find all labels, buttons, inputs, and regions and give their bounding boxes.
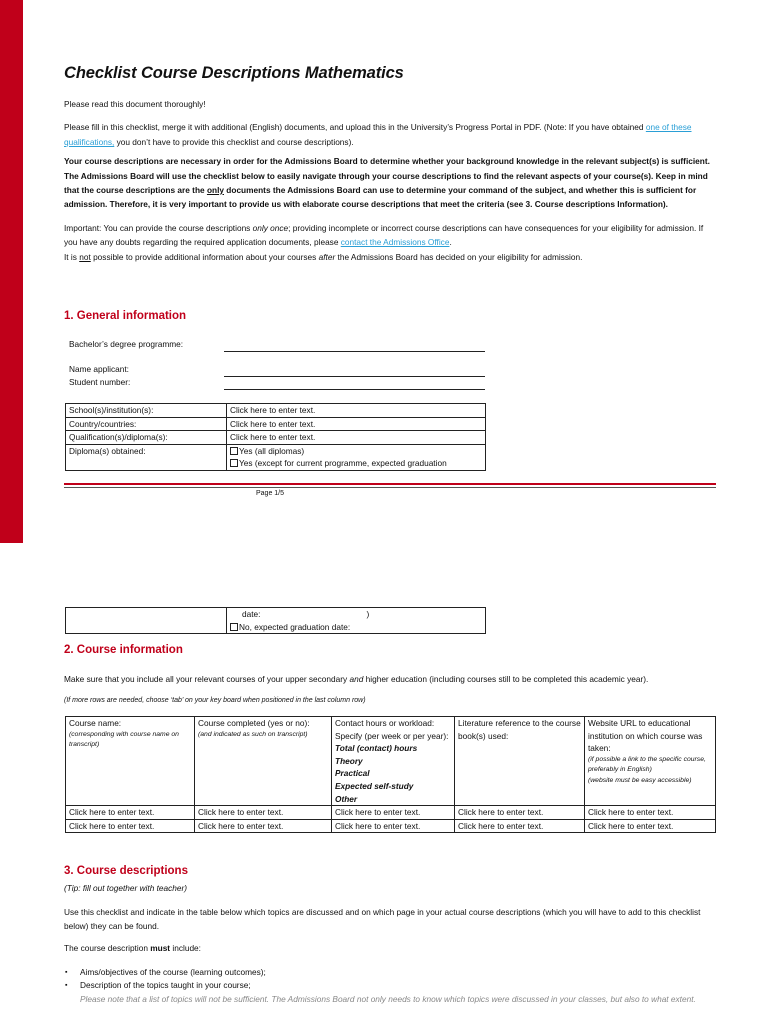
contact-hours-field[interactable]: Click here to enter text. xyxy=(332,806,455,820)
name-label: Name applicant: xyxy=(69,364,129,374)
table-row xyxy=(66,819,716,833)
bachelor-label: Bachelor’s degree programme: xyxy=(69,339,184,349)
must-word: must xyxy=(150,943,171,953)
literature-field[interactable]: Click here to enter text. xyxy=(455,819,585,833)
intro-block xyxy=(64,97,716,264)
section2-intro-text-end: higher education (including courses still to be completed this academic year). xyxy=(363,674,649,684)
not-text-mid: possible to provide additional information about your courses xyxy=(90,251,319,262)
col-header-label: Course completed (yes or no): xyxy=(198,718,310,728)
col-header-label: Website URL to educational institution on which course was taken: xyxy=(588,718,703,754)
table-row xyxy=(66,608,486,634)
col-header-sub: (website must be easy accessible) xyxy=(588,776,692,784)
col-header-sub: (and indicated as such on transcript) xyxy=(198,730,308,738)
col-header-item: Practical xyxy=(335,768,370,779)
not-text-end: the Admissions Board has decided on your eligibility for admission. xyxy=(335,251,583,262)
important-only-once: only once xyxy=(252,222,289,233)
col-header-item: Theory xyxy=(335,755,363,766)
student-number-input-line[interactable] xyxy=(224,389,485,390)
importance-only: only xyxy=(206,185,224,196)
topics-note: Please note that a list of topics will not be sufficient. The Admissions Board not only needs to know which topics were discussed in your classes, but also to what extent. xyxy=(80,994,696,1004)
footer-rule-grey xyxy=(64,487,716,488)
checkbox-icon[interactable] xyxy=(230,447,238,455)
diploma-options-continued xyxy=(227,608,486,634)
course-info-table xyxy=(65,716,716,833)
table-cell-label: Qualification(s)/diploma(s): xyxy=(66,431,227,445)
list-item: ▪ Aims/objectives of the course (learning outcomes); xyxy=(64,966,724,979)
country-field[interactable]: Click here to enter text. xyxy=(227,417,486,431)
diploma-option-yes-all[interactable] xyxy=(230,445,482,458)
section2-intro xyxy=(64,672,724,686)
col-header-item: Other xyxy=(335,793,358,804)
diploma-option-yes-except[interactable] xyxy=(230,457,482,470)
importance-text-end: documents the Admissions Board can use to determine your command of the subject, and whether this is sufficient for admission. Therefore, it is very important to provide us with elaborate course descriptions that meet the criteria (see 3. Course descriptions Information). xyxy=(64,185,697,210)
course-completed-field[interactable]: Click here to enter text. xyxy=(195,806,332,820)
col-literature xyxy=(455,717,585,806)
table-row xyxy=(66,404,486,418)
table-row xyxy=(66,431,486,445)
not-text: It is xyxy=(64,251,80,262)
important-text: Important: You can provide the course descriptions xyxy=(64,222,253,233)
footer-rule-red xyxy=(64,483,716,485)
table-row xyxy=(66,806,716,820)
section2-note: (If more rows are needed, choose ‘tab’ on your key board when positioned in the last column row) xyxy=(64,697,366,704)
name-input-line[interactable] xyxy=(224,376,485,377)
intro-fill-in-text: Please fill in this checklist, merge it with additional (English) documents, and upload this in the University’s Progress Portal in PDF. (Note: If you have obtained xyxy=(64,122,646,133)
section3-intro: Use this checklist and indicate in the table below which topics are discussed and on which page in your actual course descriptions (which you will have to add to this checklist below) they can be found. xyxy=(64,907,701,932)
checkbox-icon[interactable] xyxy=(230,623,238,631)
diploma-label: Diploma(s) obtained: xyxy=(66,444,227,470)
qualification-field[interactable]: Click here to enter text. xyxy=(227,431,486,445)
table-header-row xyxy=(66,717,716,806)
col-header-label: Literature reference to the course book(s) used: xyxy=(458,718,581,741)
section2-intro-and: and xyxy=(349,674,364,684)
literature-field[interactable]: Click here to enter text. xyxy=(455,806,585,820)
list-item: ▪ Description of the topics taught in your course; xyxy=(64,979,724,992)
section2-heading: 2. Course information xyxy=(64,644,183,656)
col-website xyxy=(585,717,716,806)
qualifications-link[interactable]: one of these qualifications, xyxy=(64,122,692,147)
website-field[interactable]: Click here to enter text. xyxy=(585,806,716,820)
empty-cell xyxy=(66,608,227,634)
option-date-label: date: xyxy=(242,609,261,619)
col-course-completed xyxy=(195,717,332,806)
not-word: not xyxy=(79,251,91,262)
col-header-label: Contact hours or workload: Specify (per week or per year): xyxy=(335,718,449,741)
section3-must-include xyxy=(64,941,201,955)
important-text-mid: ; providing incomplete or incorrect course descriptions can have consequences for your eligibility for admission. If you have any doubts regarding the required application documents, please xyxy=(64,222,704,248)
requirements-list xyxy=(64,966,724,992)
course-name-field[interactable]: Click here to enter text. xyxy=(66,806,195,820)
col-contact-hours xyxy=(332,717,455,806)
option-label: No, expected graduation date: xyxy=(239,621,351,632)
col-header-item: Total (contact) hours xyxy=(335,743,418,754)
table-row xyxy=(66,417,486,431)
section3-heading: 3. Course descriptions xyxy=(64,865,188,877)
document-title: Checklist Course Descriptions Mathematics xyxy=(64,64,404,82)
course-description-importance xyxy=(64,154,716,212)
intro-fill-in xyxy=(64,120,716,149)
col-course-name xyxy=(66,717,195,806)
option-label: Yes (except for current programme, expected graduation xyxy=(239,458,447,469)
col-header-sub: (corresponding with course name on transcript) xyxy=(69,730,179,749)
contact-hours-field[interactable]: Click here to enter text. xyxy=(332,819,455,833)
school-field[interactable]: Click here to enter text. xyxy=(227,404,486,418)
option-label: Yes (all diplomas) xyxy=(239,445,305,456)
diploma-option-no[interactable] xyxy=(230,621,482,634)
col-header-sub: (if possible a link to the specific course, preferably in English) xyxy=(588,755,706,774)
important-text-end: . xyxy=(449,237,452,248)
table-cell-label: Country/countries: xyxy=(66,417,227,431)
course-completed-field[interactable]: Click here to enter text. xyxy=(195,819,332,833)
section1-heading: 1. General information xyxy=(64,310,187,322)
col-header-label: Course name: xyxy=(69,718,122,728)
bachelor-input-line[interactable] xyxy=(224,351,485,352)
red-margin-bar xyxy=(0,0,23,543)
table-cell-label: School(s)/institution(s): xyxy=(66,404,227,418)
website-field[interactable]: Click here to enter text. xyxy=(585,819,716,833)
intro-read-thoroughly: Please read this document thoroughly! xyxy=(64,99,206,109)
must-text-end: include: xyxy=(170,943,201,953)
course-name-field[interactable]: Click here to enter text. xyxy=(66,819,195,833)
important-note xyxy=(64,221,716,250)
general-info-table xyxy=(65,403,486,471)
section2-intro-text: Make sure that you include all your relevant courses of your upper secondary xyxy=(64,674,350,684)
admissions-office-link[interactable]: contact the Admissions Office xyxy=(340,237,450,248)
intro-fill-in-text-end: you don’t have to provide this checklist and course descriptions). xyxy=(114,136,354,147)
table-row xyxy=(66,444,486,470)
page-number: Page 1/5 xyxy=(256,490,285,497)
must-text: The course description xyxy=(64,943,151,953)
student-number-label: Student number: xyxy=(69,377,131,387)
importance-text: Your course descriptions are necessary in order for the Admissions Board to determine whether your background knowledge in the relevant subject(s) is sufficient. The Admissions Board will use the checklist below to easily navigate through your course descriptions to find the relevant aspects of your course(s). Keep in mind that the course descriptions are the xyxy=(64,156,710,196)
not-possible-note xyxy=(64,250,716,264)
diploma-continuation-table xyxy=(65,607,486,634)
checkbox-icon[interactable] xyxy=(230,459,238,467)
option-close-paren: ) xyxy=(366,609,370,619)
col-header-item: Expected self-study xyxy=(335,780,414,791)
not-after: after xyxy=(318,251,336,262)
option-continuation xyxy=(230,608,482,621)
diploma-options xyxy=(227,444,486,470)
section3-tip: (Tip: fill out together with teacher) xyxy=(64,883,188,893)
